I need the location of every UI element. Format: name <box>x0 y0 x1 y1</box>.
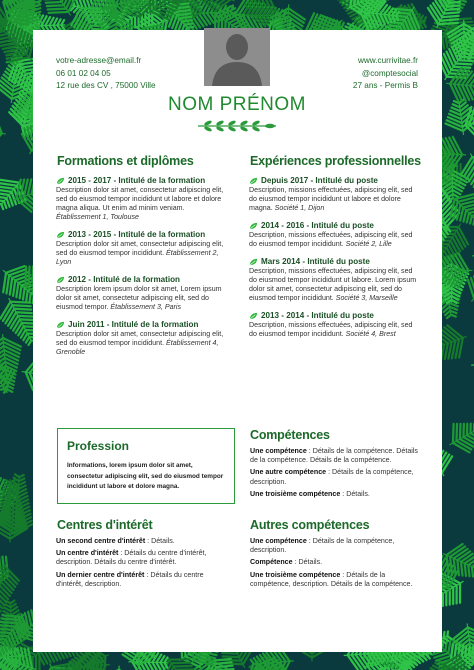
interet-item <box>56 571 226 589</box>
experience-place: Société 3, Marseille <box>335 294 398 302</box>
competences-title: Compétences <box>250 428 330 442</box>
competence-detail: : Détails de la compétence, description. <box>250 468 414 486</box>
experience-place: Société 2, Lille <box>345 240 392 248</box>
formation-heading: 2013 - 2015 - Intitulé de la formation <box>68 230 206 239</box>
formation-entry <box>56 230 226 267</box>
experiences-title: Expériences professionnelles <box>250 154 421 168</box>
address: 12 rue des CV , 75000 Ville <box>56 81 156 90</box>
leaf-icon <box>56 231 65 239</box>
email[interactable]: votre-adresse@email.fr <box>56 56 142 65</box>
leaf-icon <box>249 222 258 230</box>
autres-title: Autres compétences <box>250 518 370 532</box>
autre-competence-item <box>250 571 420 589</box>
interet-item <box>56 537 226 546</box>
profession-text: Informations, lorem ipsum dolor sit amet, consectetur adipiscing elit, sed do eiusmod tempor incididunt ut labore et dolore magna. <box>67 462 224 490</box>
experience-entry <box>249 311 419 339</box>
formation-description: Description dolor sit amet, consectetur adipiscing elit, sed do eiusmod tempor incididunt. <box>56 330 224 347</box>
interet-name: Un dernier centre d'intérêt <box>56 570 145 579</box>
experience-description: Description, missions effectuées, adipiscing elit, sed do eiusmod tempor incididunt ut labore et dolore magna. <box>249 186 413 212</box>
interet-detail: : Détails. <box>145 537 175 545</box>
formation-entry <box>56 320 226 357</box>
competences-list <box>250 447 420 502</box>
formation-heading: 2015 - 2017 - Intitulé de la formation <box>68 176 206 185</box>
formation-place: Établissement 1, Toulouse <box>56 213 139 221</box>
experience-description: Description, missions effectuées, adipiscing elit, sed do eiusmod tempor incididunt. <box>249 321 413 338</box>
interet-name: Un second centre d'intérêt <box>56 537 146 545</box>
formation-entry <box>56 176 226 222</box>
full-name: NOM PRÉNOM <box>168 94 306 115</box>
user-silhouette-icon <box>204 28 270 86</box>
social-account: @comptesocial <box>361 68 418 78</box>
interets-title: Centres d'intérêt <box>57 518 153 532</box>
leaf-icon <box>56 321 65 329</box>
autre-competence-item <box>250 537 420 555</box>
experience-heading: Depuis 2017 - Intitulé du poste <box>261 176 378 185</box>
experience-heading: 2014 - 2016 - Intitulé du poste <box>261 221 374 230</box>
competence-detail: : Détails de la compétence. Détails de la compétence. Détails de la compétence. <box>250 447 418 465</box>
experience-entry <box>249 176 419 213</box>
competence-item <box>250 490 420 499</box>
autre-competence-detail: : Détails de la compétence, description. Détails de la compétence. <box>250 570 413 588</box>
competence-name: Une autre compétence <box>250 468 327 477</box>
contact-right <box>353 55 418 93</box>
formations-list <box>56 176 226 365</box>
leaf-icon <box>56 177 65 185</box>
competence-item <box>250 447 420 465</box>
experience-description: Description, missions effectuées, adipiscing elit, sed do eiusmod tempor incididunt ut labore. Lorem ipsum dolor sit amet, consectetur adipiscing elit, sed do eiusmod tempor incididunt. <box>249 267 417 302</box>
experience-place: Société 4, Brest <box>345 330 396 338</box>
competence-item <box>250 468 420 486</box>
experience-heading: Mars 2014 - Intitulé du poste <box>261 257 370 266</box>
autre-competence-detail: : Détails de la compétence, description. <box>250 537 395 555</box>
formation-heading: 2012 - Intitulé de la formation <box>68 275 180 284</box>
experience-place: Société 1, Dijon <box>274 204 325 212</box>
formations-title: Formations et diplômes <box>57 154 194 168</box>
formation-entry <box>56 275 226 312</box>
profession-title: Profession <box>67 439 130 453</box>
leaf-icon <box>249 177 258 185</box>
experience-description: Description, missions effectuées, adipiscing elit, sed do eiusmod tempor incididunt. <box>249 231 413 248</box>
leaf-icon <box>56 276 65 284</box>
competence-detail: : Détails. <box>340 489 370 498</box>
branch-icon <box>196 119 278 133</box>
formation-place: Établissement 4, Grenoble <box>56 339 219 356</box>
profession-box <box>57 428 235 504</box>
competence-name: Une compétence <box>250 447 307 455</box>
formation-description: Description lorem ipsum dolor sit amet, Lorem ipsum dolor sit amet, consectetur adipiscing elit, sed do eiusmod tempor. <box>56 285 222 311</box>
autre-competence-name: Une compétence <box>250 537 307 545</box>
autre-competence-name: Une troisième compétence <box>250 570 341 579</box>
formation-place: Établissement 3, Paris <box>110 303 181 311</box>
interet-detail: : Détails du centre d'intérêt, description. Détails du centre d'intérêt. <box>56 549 207 567</box>
formation-description: Description dolor sit amet, consectetur adipiscing elit, sed do eiusmod tempor incididunt. <box>56 240 224 257</box>
autre-competence-item <box>250 558 420 567</box>
interet-name: Un centre d'intérêt <box>56 549 119 558</box>
phone: 06 01 02 04 05 <box>56 68 111 78</box>
competence-name: Une troisième compétence <box>250 489 341 498</box>
interet-detail: : Détails du centre d'intérêt, description. <box>56 570 204 588</box>
formation-heading: Juin 2011 - Intitulé de la formation <box>68 320 199 329</box>
contact-left <box>56 55 156 93</box>
age-license: 27 ans - Permis B <box>352 81 418 90</box>
leaf-icon <box>249 312 258 320</box>
experience-entry <box>249 221 419 249</box>
formation-description: Description dolor sit amet, consectetur adipiscing elit, sed do eiusmod tempor incididunt ut labore et dolore magna aliqua. Ut enim ad minim veniam. <box>56 186 224 212</box>
experiences-list <box>249 176 419 347</box>
formation-place: Établissement 2, Lyon <box>56 249 219 266</box>
leaf-icon <box>249 258 258 266</box>
interet-item <box>56 549 226 567</box>
autres-list <box>250 537 420 592</box>
autre-competence-name: Compétence <box>250 558 293 567</box>
experience-heading: 2013 - 2014 - Intitulé du poste <box>261 311 374 320</box>
autre-competence-detail: : Détails. <box>292 558 323 567</box>
experience-entry <box>249 257 419 303</box>
interets-list <box>56 537 226 592</box>
website[interactable]: www.currivitae.fr <box>357 56 418 65</box>
